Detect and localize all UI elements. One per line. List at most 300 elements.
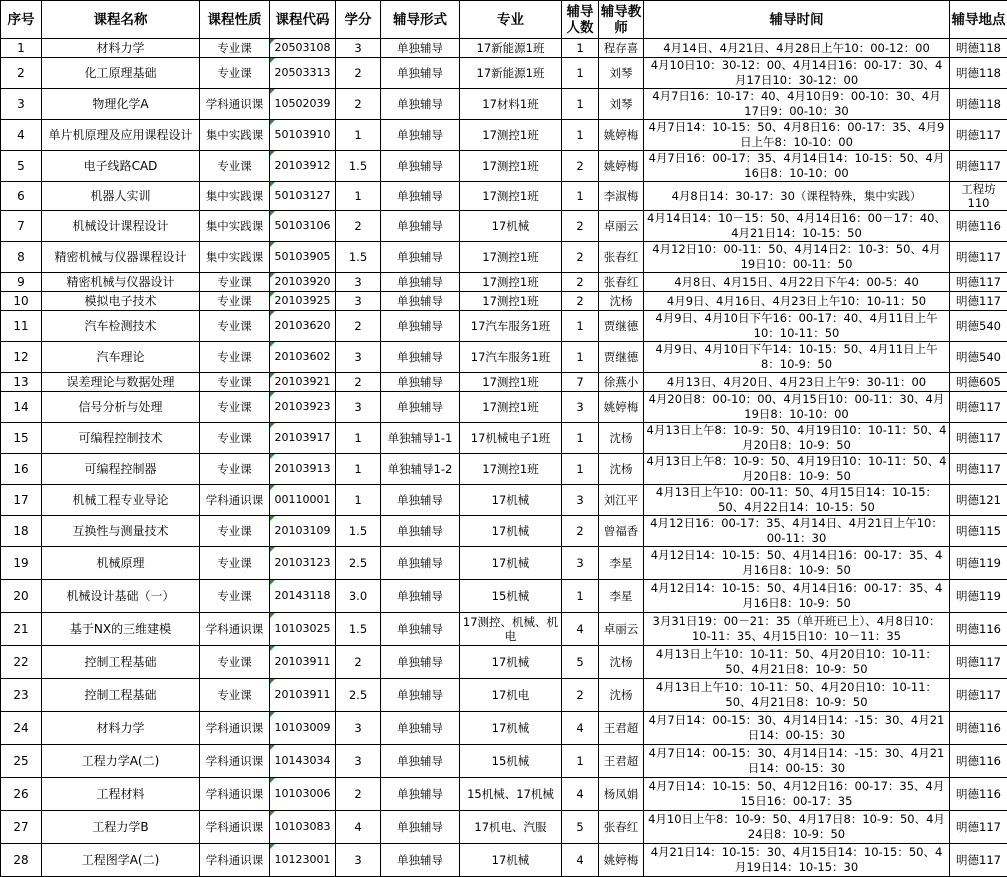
- cell-course-name: 互换性与测量技术: [42, 516, 200, 547]
- cell-student-count: 2: [562, 211, 599, 242]
- cell-teacher: 刘琴: [599, 58, 644, 89]
- cell-tutoring-time: 4月12日14：10-15：50、4月14日16：00-17：35、4月16日8：10-9：50: [644, 547, 950, 580]
- cell-teacher: 贾继德: [599, 342, 644, 373]
- cell-student-count: 2: [562, 679, 599, 712]
- cell-tutoring-form: 单独辅导: [381, 485, 460, 516]
- cell-student-count: 4: [562, 712, 599, 745]
- cell-credit: 3: [336, 292, 381, 311]
- cell-index: 5: [1, 151, 42, 182]
- cell-teacher: 贾继德: [599, 311, 644, 342]
- cell-teacher: 姚婷梅: [599, 844, 644, 877]
- cell-credit: 1: [336, 485, 381, 516]
- cell-course-code: 20103123: [270, 547, 336, 580]
- cell-teacher: 曾福香: [599, 516, 644, 547]
- cell-course-nature: 学科通识课: [200, 712, 270, 745]
- cell-index: 4: [1, 120, 42, 151]
- cell-tutoring-time: 4月7日14：10-15：50、4月12日16：00-17：35、4月15日16：00-17：35: [644, 778, 950, 811]
- cell-student-count: 2: [562, 242, 599, 273]
- cell-course-name: 模拟电子技术: [42, 292, 200, 311]
- header-tutoring-place: 辅导地点: [950, 1, 1007, 39]
- cell-index: 14: [1, 392, 42, 423]
- cell-major: 17测控1班: [460, 454, 562, 485]
- cell-course-code: 20103923: [270, 392, 336, 423]
- header-course-code: 课程代码: [270, 1, 336, 39]
- cell-credit: 2: [336, 311, 381, 342]
- cell-tutoring-form: 单独辅导: [381, 373, 460, 392]
- cell-major: 17机械: [460, 516, 562, 547]
- cell-student-count: 1: [562, 342, 599, 373]
- cell-tutoring-place: 明德117: [950, 844, 1007, 877]
- cell-student-count: 7: [562, 373, 599, 392]
- cell-index: 16: [1, 454, 42, 485]
- table-row: [1, 311, 1007, 342]
- cell-teacher: 王君超: [599, 745, 644, 778]
- cell-student-count: 1: [562, 39, 599, 58]
- cell-course-name: 可编程控制技术: [42, 423, 200, 454]
- cell-tutoring-form: 单独辅导: [381, 342, 460, 373]
- cell-course-name: 基于NX的三维建模: [42, 613, 200, 646]
- cell-course-code: 20143118: [270, 580, 336, 613]
- cell-tutoring-time: 4月12日16：00-17：35、4月14日、4月21日上午10：00-11：30: [644, 516, 950, 547]
- table-row: [1, 342, 1007, 373]
- cell-credit: 2: [336, 211, 381, 242]
- table-row: [1, 423, 1007, 454]
- cell-index: 10: [1, 292, 42, 311]
- cell-student-count: 1: [562, 58, 599, 89]
- cell-tutoring-form: 单独辅导: [381, 182, 460, 211]
- cell-course-code: 10143034: [270, 745, 336, 778]
- cell-course-code: 20103925: [270, 292, 336, 311]
- cell-course-nature: 集中实践课: [200, 242, 270, 273]
- cell-course-name: 汽车理论: [42, 342, 200, 373]
- cell-course-code: 10103006: [270, 778, 336, 811]
- header-course-name: 课程名称: [42, 1, 200, 39]
- cell-major: 15机械、17机械: [460, 778, 562, 811]
- cell-tutoring-time: 4月13日上午8：10-9：50、4月19日10：10-11：50、4月20日8：10-9：50: [644, 454, 950, 485]
- cell-tutoring-form: 单独辅导: [381, 646, 460, 679]
- cell-course-code: 20103912: [270, 151, 336, 182]
- table-row: [1, 613, 1007, 646]
- cell-credit: 1.5: [336, 613, 381, 646]
- cell-student-count: 1: [562, 454, 599, 485]
- cell-tutoring-place: 明德121: [950, 485, 1007, 516]
- cell-tutoring-form: 单独辅导: [381, 547, 460, 580]
- cell-teacher: 刘江平: [599, 485, 644, 516]
- cell-student-count: 3: [562, 485, 599, 516]
- cell-course-nature: 学科通识课: [200, 485, 270, 516]
- cell-course-nature: 专业课: [200, 547, 270, 580]
- cell-teacher: 姚婷梅: [599, 151, 644, 182]
- table-row: [1, 182, 1007, 211]
- cell-credit: 3: [336, 342, 381, 373]
- cell-tutoring-form: 单独辅导: [381, 292, 460, 311]
- cell-course-code: 50103905: [270, 242, 336, 273]
- cell-course-nature: 集中实践课: [200, 120, 270, 151]
- cell-course-name: 材料力学: [42, 712, 200, 745]
- cell-major: 17机械: [460, 712, 562, 745]
- table-row: [1, 485, 1007, 516]
- cell-credit: 1: [336, 182, 381, 211]
- cell-credit: 2.5: [336, 679, 381, 712]
- cell-course-code: 20103620: [270, 311, 336, 342]
- cell-index: 28: [1, 844, 42, 877]
- cell-tutoring-time: 4月12日10：00-11：50、4月14日2：10-3：50、4月19日10：00-11：50: [644, 242, 950, 273]
- cell-index: 12: [1, 342, 42, 373]
- cell-tutoring-place: 明德117: [950, 454, 1007, 485]
- cell-tutoring-place: 明德116: [950, 712, 1007, 745]
- cell-course-name: 可编程控制器: [42, 454, 200, 485]
- cell-course-nature: 专业课: [200, 423, 270, 454]
- cell-course-name: 工程力学A(二): [42, 745, 200, 778]
- cell-student-count: 4: [562, 844, 599, 877]
- cell-course-nature: 专业课: [200, 679, 270, 712]
- cell-course-nature: 学科通识课: [200, 778, 270, 811]
- table-row: [1, 844, 1007, 877]
- cell-index: 6: [1, 182, 42, 211]
- cell-major: 17测控1班: [460, 273, 562, 292]
- cell-teacher: 李星: [599, 547, 644, 580]
- cell-tutoring-place: 明德118: [950, 89, 1007, 120]
- cell-course-nature: 专业课: [200, 454, 270, 485]
- table-row: [1, 811, 1007, 844]
- cell-course-code: 20103911: [270, 679, 336, 712]
- cell-major: 17机械: [460, 844, 562, 877]
- cell-tutoring-time: 4月7日14：00-15：30、4月14日14：-15：30、4月21日14：00-15：30: [644, 712, 950, 745]
- cell-student-count: 1: [562, 89, 599, 120]
- cell-course-nature: 专业课: [200, 580, 270, 613]
- cell-major: 17测控1班: [460, 373, 562, 392]
- cell-index: 23: [1, 679, 42, 712]
- cell-course-code: 20103917: [270, 423, 336, 454]
- cell-tutoring-place: 明德540: [950, 342, 1007, 373]
- cell-major: 17汽车服务1班: [460, 342, 562, 373]
- cell-major: 17测控1班: [460, 182, 562, 211]
- cell-student-count: 2: [562, 151, 599, 182]
- cell-course-name: 精密机械与仪器设计: [42, 273, 200, 292]
- cell-tutoring-time: 4月12日14：10-15：50、4月14日16：00-17：35、4月16日8：10-9：50: [644, 580, 950, 613]
- cell-student-count: 1: [562, 580, 599, 613]
- cell-credit: 3.0: [336, 580, 381, 613]
- cell-tutoring-time: 4月14日14：10－15：50、4月14日16：00－17：40、4月21日14：10-15：50: [644, 211, 950, 242]
- table-row: [1, 516, 1007, 547]
- cell-tutoring-form: 单独辅导: [381, 242, 460, 273]
- cell-course-name: 机械设计课程设计: [42, 211, 200, 242]
- cell-course-code: 10502039: [270, 89, 336, 120]
- cell-tutoring-time: 4月20日8：00-10：00、4月15日10：00-11：30、4月19日8：10-10：00: [644, 392, 950, 423]
- cell-tutoring-place: 明德605: [950, 373, 1007, 392]
- cell-tutoring-form: 单独辅导: [381, 811, 460, 844]
- cell-major: 17汽车服务1班: [460, 311, 562, 342]
- header-major: 专业: [460, 1, 562, 39]
- cell-tutoring-form: 单独辅导: [381, 211, 460, 242]
- cell-credit: 3: [336, 39, 381, 58]
- cell-course-code: 20103602: [270, 342, 336, 373]
- cell-teacher: 张春红: [599, 242, 644, 273]
- cell-index: 1: [1, 39, 42, 58]
- cell-credit: 3: [336, 844, 381, 877]
- cell-course-name: 物理化学A: [42, 89, 200, 120]
- cell-credit: 2: [336, 58, 381, 89]
- cell-major: 17机械: [460, 646, 562, 679]
- cell-course-name: 机械工程专业导论: [42, 485, 200, 516]
- header-tutoring-form: 辅导形式: [381, 1, 460, 39]
- cell-teacher: 徐燕小: [599, 373, 644, 392]
- table-row: [1, 778, 1007, 811]
- cell-tutoring-time: 4月13日上午10：10-11：50、4月20日10：10-11：50、4月21日8：10-9：50: [644, 646, 950, 679]
- cell-index: 18: [1, 516, 42, 547]
- cell-course-name: 机械原理: [42, 547, 200, 580]
- cell-major: 17测控1班: [460, 242, 562, 273]
- table-row: [1, 679, 1007, 712]
- cell-teacher: 卓丽云: [599, 211, 644, 242]
- cell-course-nature: 专业课: [200, 646, 270, 679]
- table-row: [1, 547, 1007, 580]
- cell-tutoring-time: 4月21日14：10-15：30、4月15日14：10-15：50、4月19日14：10-15：30: [644, 844, 950, 877]
- cell-major: 17机电、汽服: [460, 811, 562, 844]
- cell-student-count: 3: [562, 392, 599, 423]
- cell-course-nature: 专业课: [200, 392, 270, 423]
- cell-course-name: 工程力学B: [42, 811, 200, 844]
- table-row: [1, 712, 1007, 745]
- cell-tutoring-place: 明德117: [950, 646, 1007, 679]
- table-row: [1, 120, 1007, 151]
- cell-index: 24: [1, 712, 42, 745]
- cell-major: 17测控1班: [460, 292, 562, 311]
- cell-teacher: 张春红: [599, 273, 644, 292]
- cell-course-code: 10103025: [270, 613, 336, 646]
- cell-index: 19: [1, 547, 42, 580]
- cell-index: 13: [1, 373, 42, 392]
- cell-tutoring-time: 4月7日16：00-17：35、4月14日14：10-15：50、4月16日8：10-10：00: [644, 151, 950, 182]
- cell-course-code: 20503108: [270, 39, 336, 58]
- cell-index: 20: [1, 580, 42, 613]
- cell-tutoring-form: 单独辅导: [381, 392, 460, 423]
- cell-course-code: 10103009: [270, 712, 336, 745]
- cell-tutoring-time: 4月13日上午10：10-11：50、4月20日10：10-11：50、4月21日8：10-9：50: [644, 679, 950, 712]
- cell-tutoring-form: 单独辅导: [381, 613, 460, 646]
- header-course-nature: 课程性质: [200, 1, 270, 39]
- table-row: [1, 58, 1007, 89]
- cell-tutoring-time: 4月9日、4月10日下午14：10-15：50、4月11日上午8：10-9：50: [644, 342, 950, 373]
- cell-credit: 3: [336, 712, 381, 745]
- cell-student-count: 2: [562, 292, 599, 311]
- cell-student-count: 5: [562, 646, 599, 679]
- cell-index: 27: [1, 811, 42, 844]
- cell-credit: 1: [336, 454, 381, 485]
- table-row: [1, 242, 1007, 273]
- cell-teacher: 沈杨: [599, 423, 644, 454]
- cell-credit: 2.5: [336, 547, 381, 580]
- cell-teacher: 沈杨: [599, 646, 644, 679]
- cell-tutoring-form: 单独辅导: [381, 844, 460, 877]
- cell-tutoring-form: 单独辅导: [381, 778, 460, 811]
- cell-major: 17机械电子1班: [460, 423, 562, 454]
- cell-course-name: 工程材料: [42, 778, 200, 811]
- cell-course-nature: 专业课: [200, 292, 270, 311]
- header-tutoring-time: 辅导时间: [644, 1, 950, 39]
- cell-tutoring-time: 4月9日、4月16日、4月23日上午10：10-11：50: [644, 292, 950, 311]
- cell-course-code: 20103921: [270, 373, 336, 392]
- header-index: 序号: [1, 1, 42, 39]
- cell-teacher: 杨凤娟: [599, 778, 644, 811]
- cell-course-name: 控制工程基础: [42, 679, 200, 712]
- cell-course-nature: 学科通识课: [200, 844, 270, 877]
- header-teacher: 辅导教师: [599, 1, 644, 39]
- cell-index: 22: [1, 646, 42, 679]
- cell-major: 15机械: [460, 745, 562, 778]
- cell-tutoring-place: 明德117: [950, 811, 1007, 844]
- cell-course-nature: 专业课: [200, 342, 270, 373]
- cell-course-nature: 学科通识课: [200, 811, 270, 844]
- cell-index: 3: [1, 89, 42, 120]
- cell-student-count: 2: [562, 273, 599, 292]
- cell-tutoring-place: 明德117: [950, 679, 1007, 712]
- cell-tutoring-time: 3月31日19：00－21：35（单开班已上）、4月8日10：10-11：35、4月15日10：10－11：35: [644, 613, 950, 646]
- cell-course-nature: 学科通识课: [200, 613, 270, 646]
- cell-tutoring-place: 明德119: [950, 547, 1007, 580]
- cell-course-name: 汽车检测技术: [42, 311, 200, 342]
- cell-student-count: 4: [562, 778, 599, 811]
- cell-course-nature: 专业课: [200, 58, 270, 89]
- cell-major: 17机械: [460, 547, 562, 580]
- cell-course-name: 机器人实训: [42, 182, 200, 211]
- cell-teacher: 王君超: [599, 712, 644, 745]
- cell-credit: 4: [336, 811, 381, 844]
- cell-credit: 1.5: [336, 516, 381, 547]
- header-credit: 学分: [336, 1, 381, 39]
- cell-index: 17: [1, 485, 42, 516]
- cell-tutoring-time: 4月13日上午8：10-9：50、4月19日10：10-11：50、4月20日8：10-9：50: [644, 423, 950, 454]
- table-row: [1, 580, 1007, 613]
- cell-tutoring-form: 单独辅导: [381, 89, 460, 120]
- cell-tutoring-form: 单独辅导: [381, 39, 460, 58]
- cell-student-count: 1: [562, 745, 599, 778]
- cell-course-nature: 专业课: [200, 151, 270, 182]
- cell-course-name: 材料力学: [42, 39, 200, 58]
- cell-student-count: 4: [562, 613, 599, 646]
- cell-tutoring-form: 单独辅导: [381, 516, 460, 547]
- table-row: [1, 646, 1007, 679]
- cell-major: 17新能源1班: [460, 58, 562, 89]
- cell-tutoring-place: 明德117: [950, 423, 1007, 454]
- cell-course-name: 工程图学A(二): [42, 844, 200, 877]
- cell-tutoring-place: 明德118: [950, 39, 1007, 58]
- cell-course-name: 误差理论与数据处理: [42, 373, 200, 392]
- table-row: [1, 89, 1007, 120]
- table-row: [1, 151, 1007, 182]
- cell-course-code: 50103106: [270, 211, 336, 242]
- cell-course-name: 电子线路CAD: [42, 151, 200, 182]
- cell-teacher: 沈杨: [599, 679, 644, 712]
- cell-tutoring-place: 明德117: [950, 392, 1007, 423]
- cell-tutoring-form: 单独辅导1-2: [381, 454, 460, 485]
- cell-credit: 3: [336, 745, 381, 778]
- cell-student-count: 3: [562, 547, 599, 580]
- cell-course-code: 10103083: [270, 811, 336, 844]
- cell-tutoring-place: 明德119: [950, 580, 1007, 613]
- table-row: [1, 292, 1007, 311]
- cell-course-nature: 专业课: [200, 39, 270, 58]
- cell-course-code: 50103910: [270, 120, 336, 151]
- cell-course-code: 20103911: [270, 646, 336, 679]
- cell-course-nature: 集中实践课: [200, 182, 270, 211]
- cell-major: 17测控、机械、机电: [460, 613, 562, 646]
- cell-credit: 1: [336, 423, 381, 454]
- cell-index: 7: [1, 211, 42, 242]
- cell-tutoring-form: 单独辅导: [381, 311, 460, 342]
- cell-teacher: 张春红: [599, 811, 644, 844]
- cell-major: 17测控1班: [460, 120, 562, 151]
- cell-teacher: 姚婷梅: [599, 392, 644, 423]
- cell-tutoring-form: 单独辅导: [381, 679, 460, 712]
- cell-tutoring-time: 4月14日、4月21日、4月28日上午10：00-12：00: [644, 39, 950, 58]
- cell-course-name: 单片机原理及应用课程设计: [42, 120, 200, 151]
- cell-tutoring-form: 单独辅导: [381, 58, 460, 89]
- cell-teacher: 沈杨: [599, 292, 644, 311]
- cell-index: 25: [1, 745, 42, 778]
- cell-course-name: 控制工程基础: [42, 646, 200, 679]
- cell-index: 15: [1, 423, 42, 454]
- cell-course-nature: 专业课: [200, 516, 270, 547]
- header-student-count: 辅导人数: [562, 1, 599, 39]
- cell-major: 17测控1班: [460, 392, 562, 423]
- cell-tutoring-place: 明德116: [950, 613, 1007, 646]
- cell-course-code: 20503313: [270, 58, 336, 89]
- cell-tutoring-time: 4月13日上午10：00-11：50、4月15日14：10-15：50、4月22日14：10-15：50: [644, 485, 950, 516]
- cell-index: 9: [1, 273, 42, 292]
- cell-tutoring-form: 单独辅导: [381, 151, 460, 182]
- cell-course-nature: 学科通识课: [200, 89, 270, 120]
- cell-index: 26: [1, 778, 42, 811]
- cell-course-code: 20103913: [270, 454, 336, 485]
- cell-course-nature: 学科通识课: [200, 745, 270, 778]
- cell-tutoring-place: 明德116: [950, 745, 1007, 778]
- cell-tutoring-form: 单独辅导: [381, 745, 460, 778]
- cell-tutoring-place: 明德117: [950, 292, 1007, 311]
- cell-tutoring-form: 单独辅导: [381, 580, 460, 613]
- cell-teacher: 刘琴: [599, 89, 644, 120]
- cell-tutoring-time: 4月7日14：10-15：50、4月8日16：00-17：35、4月9日上午8：10-10：00: [644, 120, 950, 151]
- cell-tutoring-form: 单独辅导: [381, 120, 460, 151]
- cell-tutoring-place: 明德117: [950, 242, 1007, 273]
- cell-major: 17测控1班: [460, 151, 562, 182]
- cell-index: 21: [1, 613, 42, 646]
- cell-course-code: 00110001: [270, 485, 336, 516]
- cell-course-nature: 专业课: [200, 373, 270, 392]
- table-row: [1, 273, 1007, 292]
- cell-course-nature: 集中实践课: [200, 211, 270, 242]
- cell-teacher: 李星: [599, 580, 644, 613]
- cell-course-name: 机械设计基础（一）: [42, 580, 200, 613]
- cell-course-nature: 专业课: [200, 311, 270, 342]
- table-row: [1, 454, 1007, 485]
- cell-major: 17机械: [460, 211, 562, 242]
- cell-tutoring-time: 4月9日、4月10日下午16：00-17：40、4月11日上午10：10-11：50: [644, 311, 950, 342]
- cell-student-count: 1: [562, 423, 599, 454]
- cell-index: 11: [1, 311, 42, 342]
- cell-tutoring-time: 4月8日14：30-17：30（课程特殊，集中实践）: [644, 182, 950, 211]
- cell-tutoring-time: 4月8日、4月15日、4月22日下午4：00-5：40: [644, 273, 950, 292]
- cell-tutoring-place: 工程坊110: [950, 182, 1007, 211]
- cell-student-count: 1: [562, 120, 599, 151]
- table-row: [1, 211, 1007, 242]
- cell-tutoring-time: 4月10日上午8：10-9：50、4月17日8：10-9：50、4月24日8：10-9：50: [644, 811, 950, 844]
- cell-student-count: 1: [562, 182, 599, 211]
- cell-tutoring-time: 4月7日16：10-17：40、4月10日9：00-10：30、4月17日9：00-10：30: [644, 89, 950, 120]
- cell-credit: 1.5: [336, 151, 381, 182]
- cell-course-nature: 专业课: [200, 273, 270, 292]
- cell-tutoring-place: 明德116: [950, 778, 1007, 811]
